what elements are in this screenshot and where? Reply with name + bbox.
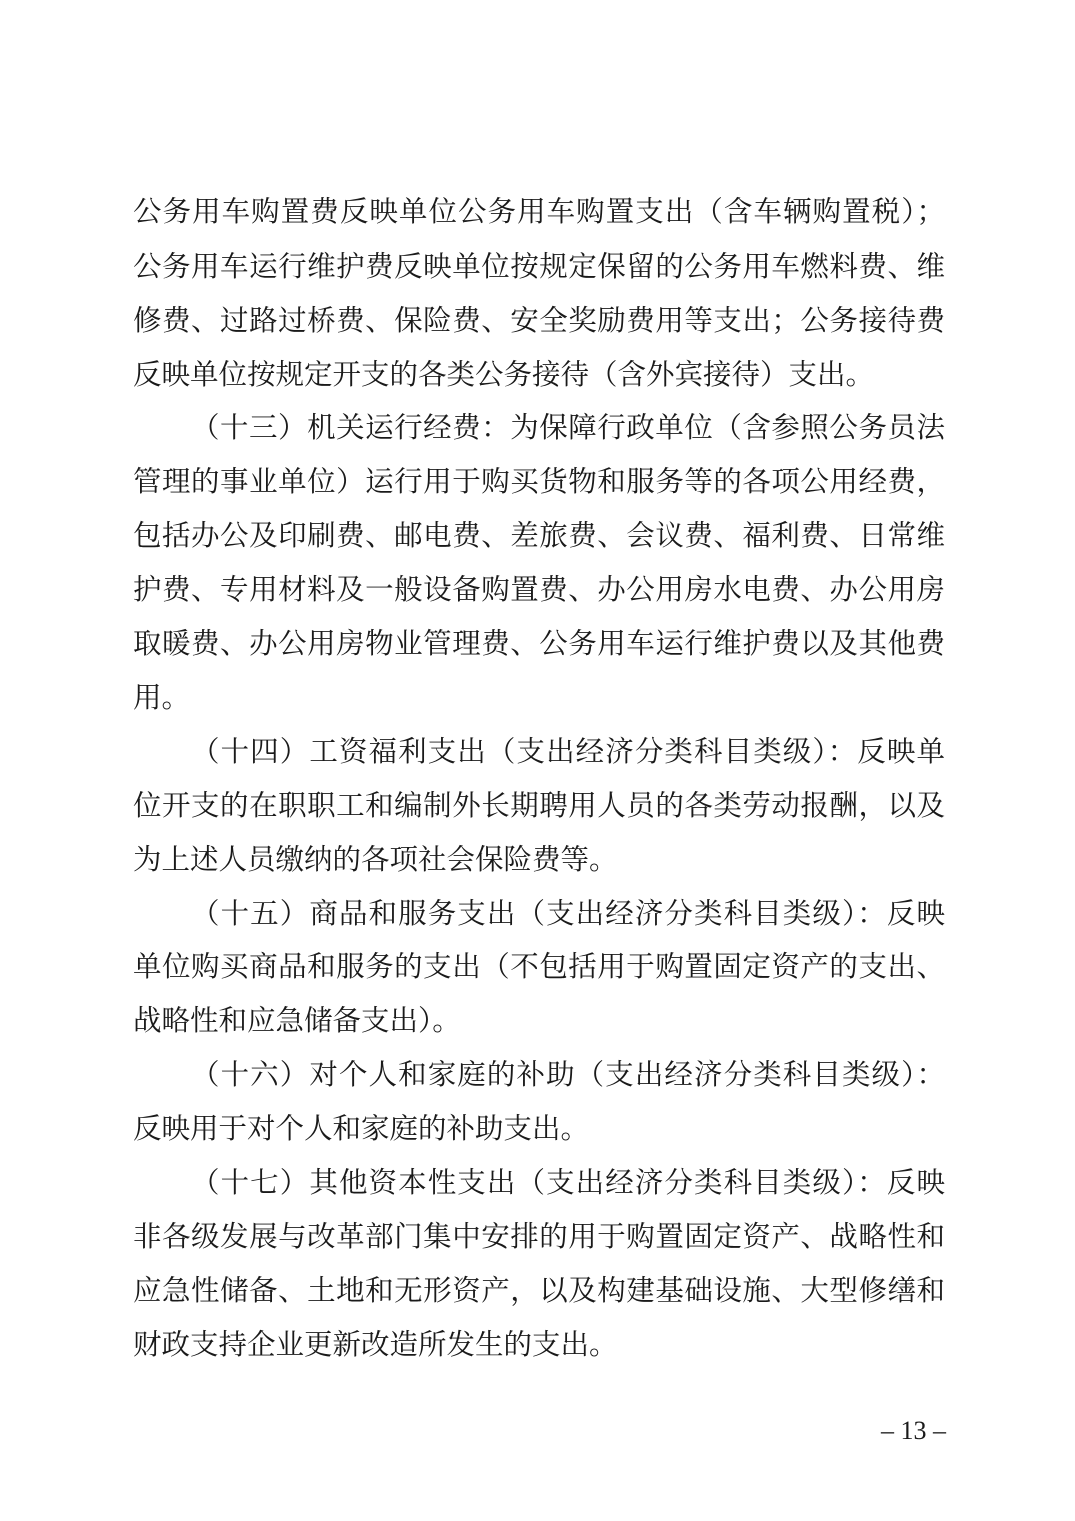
paragraph-line: 公务用车运行维护费反映单位按规定保留的公务用车燃料费、维: [133, 250, 945, 283]
paragraph-line: 公务用车购置费反映单位公务用车购置支出（含车辆购置税）；: [133, 195, 945, 228]
paragraph-line: 修费、过路过桥费、保险费、安全奖励费用等支出；公务接待费: [133, 304, 945, 337]
section-heading-line: （十六）对个人和家庭的补助（支出经济分类科目类级）：: [191, 1058, 945, 1091]
paragraph-line: 用。: [133, 681, 191, 714]
paragraph-line: 为上述人员缴纳的各项社会保险费等。: [133, 843, 618, 876]
paragraph-line: 包括办公及印刷费、邮电费、差旅费、会议费、福利费、日常维: [133, 519, 945, 552]
page-number: – 13 –: [881, 1416, 946, 1445]
paragraph-line: 护费、专用材料及一般设备购置费、办公用房水电费、办公用房: [133, 573, 945, 606]
paragraph-line: 反映单位按规定开支的各类公务接待（含外宾接待）支出。: [133, 358, 875, 391]
paragraph-line: 应急性储备、土地和无形资产，以及构建基础设施、大型修缮和: [133, 1274, 945, 1307]
section-heading-line: （十四）工资福利支出（支出经济分类科目类级）：反映单: [191, 735, 945, 768]
paragraph-line: 非各级发展与改革部门集中安排的用于购置固定资产、战略性和: [133, 1220, 945, 1253]
section-heading-line: （十三）机关运行经费：为保障行政单位（含参照公务员法: [191, 411, 945, 444]
paragraph-line: 取暖费、办公用房物业管理费、公务用车运行维护费以及其他费: [133, 627, 945, 660]
paragraph-line: 位开支的在职职工和编制外长期聘用人员的各类劳动报酬，以及: [133, 789, 945, 822]
section-heading-line: （十七）其他资本性支出（支出经济分类科目类级）：反映: [191, 1166, 945, 1199]
section-heading-line: （十五）商品和服务支出（支出经济分类科目类级）：反映: [191, 897, 945, 930]
paragraph-line: 单位购买商品和服务的支出（不包括用于购置固定资产的支出、: [133, 950, 945, 983]
paragraph-line: 战略性和应急储备支出）。: [133, 1004, 461, 1037]
paragraph-line: 财政支持企业更新改造所发生的支出。: [133, 1328, 618, 1361]
paragraph-line: 管理的事业单位）运行用于购买货物和服务等的各项公用经费，: [133, 465, 945, 498]
paragraph-line: 反映用于对个人和家庭的补助支出。: [133, 1112, 590, 1145]
